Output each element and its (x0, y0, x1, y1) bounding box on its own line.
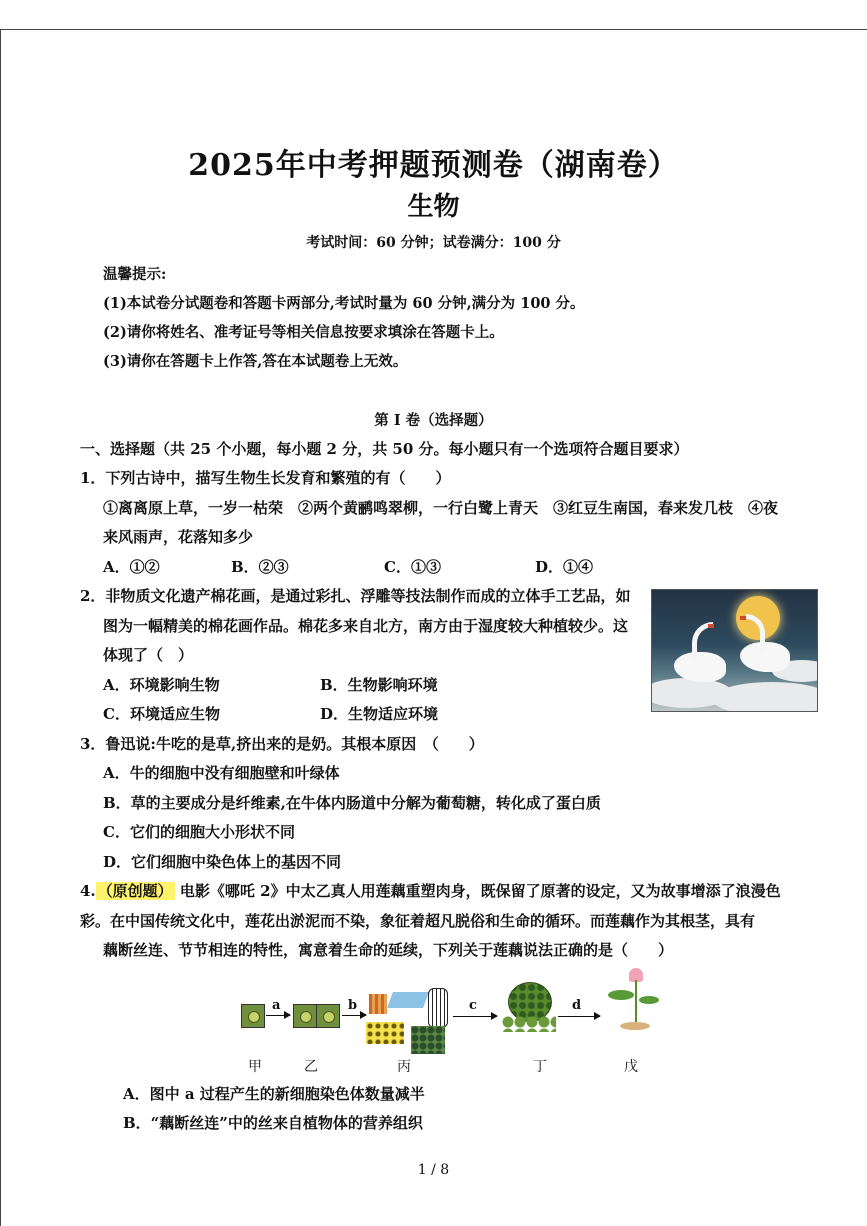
tissue-protective (387, 992, 429, 1008)
q3-stem: 3．鲁迅说:牛吃的是草,挤出来的是奶。其根本原因 （ ） (80, 735, 484, 753)
swan-beak (708, 624, 714, 628)
arrow-label-b: b (348, 998, 358, 1013)
subject-title: 生物 (407, 192, 460, 222)
cell-yi-1 (293, 1004, 317, 1028)
tissue-nutrient (366, 1022, 404, 1044)
diagram-label-wu: 戊 (624, 1059, 638, 1075)
q3-option-a: A．牛的细胞中没有细胞壁和叶绿体 (103, 764, 340, 782)
page-border-top (0, 29, 867, 30)
tip-item: (1)本试卷分试题卷和答题卡两部分,考试时量为 60 分钟,满分为 100 分。 (103, 295, 585, 312)
q1-option-c: C．①③ (384, 558, 441, 576)
q2-stem-line: 体现了（ ） (103, 646, 194, 664)
diagram-label-bing: 丙 (397, 1059, 411, 1075)
q4-stem-line: 藕断丝连、节节相连的特性，寓意着生命的延续，下列关于莲藕说法正确的是（ ） (103, 941, 674, 959)
part-title: 第 I 卷（选择题） (374, 412, 493, 429)
q3-option-b: B．草的主要成分是纤维素,在牛体内肠道中分解为葡萄糖，转化成了蛋白质 (103, 794, 601, 812)
swan-beak (740, 616, 746, 620)
arrow-a (266, 1015, 290, 1016)
tips-heading: 温馨提示: (103, 266, 167, 283)
lotus-root (620, 1022, 650, 1030)
tip-item: (3)请你在答题卡上作答,答在本试题卷上无效。 (103, 353, 408, 370)
arrow-d (558, 1016, 600, 1017)
cell-yi-2 (316, 1004, 340, 1028)
q1-option-d: D．①④ (535, 558, 594, 576)
section-heading: 一、选择题（共 25 个小题，每小题 2 分，共 50 分。每小题只有一个选项符合题目要求） (80, 440, 689, 458)
arrow-label-a: a (272, 998, 281, 1013)
arrow-c (453, 1016, 497, 1017)
tissue-conducting (369, 994, 387, 1014)
q4-option-a: A．图中 a 过程产生的新细胞染色体数量减半 (123, 1085, 425, 1103)
arrow-label-d: d (572, 998, 582, 1013)
q2-stem-line: 图为一幅精美的棉花画作品。棉花多来自北方，南方由于湿度较大种植较少。这 (103, 617, 629, 635)
tissue-vessel (428, 988, 448, 1028)
lotus-stem (635, 980, 637, 1022)
q1-body-line: 来风雨声，花落知多少 (103, 528, 254, 546)
diagram-label-ding: 丁 (533, 1059, 547, 1075)
q4-stem-line: 彩。在中国传统文化中，莲花出淤泥而不染，象征着超凡脱俗和生命的循环。而莲藕作为其根茎，具有 (80, 912, 756, 930)
exam-meta: 考试时间：60 分钟；试卷满分：100 分 (306, 235, 561, 251)
q1-body-line: ①离离原上草，一岁一枯荣 ②两个黄鹂鸣翠柳，一行白鹭上青天 ③红豆生南国，春来发几枝 ④夜 (103, 499, 779, 517)
q2-option-c: C．环境适应生物 (103, 705, 220, 723)
lotus-leaf (608, 990, 634, 1000)
q3-option-c: C．它们的细胞大小形状不同 (103, 823, 295, 841)
q1-option-b: B．②③ (231, 558, 289, 576)
q4-number: 4. (80, 882, 96, 900)
arrow-b (342, 1015, 366, 1016)
q4-line-text: 电影《哪吒 2》中太乙真人用莲藕重塑肉身，既保留了原著的设定，又为故事增添了浪漫色 (179, 882, 781, 900)
q2-option-b: B．生物影响环境 (320, 676, 438, 694)
arrow-label-c: c (469, 998, 477, 1013)
cotton-painting-swans-image (651, 589, 818, 712)
tip-item: (2)请你将姓名、准考证号等相关信息按要求填涂在答题卡上。 (103, 324, 504, 341)
q4-line (80, 880, 781, 901)
cell-jia (241, 1004, 265, 1028)
tissue-meristem (411, 1026, 445, 1054)
q2-option-a: A．环境影响生物 (103, 676, 220, 694)
page-title: 2025年中考押题预测卷（湖南卷） (188, 148, 679, 183)
q4-original-tag: （原创题） (97, 882, 173, 900)
lotus-seeds (502, 1016, 556, 1032)
q2-option-d: D．生物适应环境 (320, 705, 439, 723)
q2-stem-line: 2．非物质文化遗产棉花画，是通过彩扎、浮雕等技法制作而成的立体手工艺品，如 (80, 587, 631, 605)
diagram-label-jia: 甲 (248, 1059, 262, 1075)
q4-option-b: B．“藕断丝连”中的丝来自植物体的营养组织 (123, 1114, 423, 1132)
q3-option-d: D．它们细胞中染色体上的基因不同 (103, 853, 342, 871)
diagram-label-yi: 乙 (304, 1059, 318, 1075)
lotus-development-diagram (236, 966, 656, 1076)
page-number: 1 / 8 (417, 1162, 450, 1178)
q1-option-a: A．①② (103, 558, 160, 576)
q1-stem: 1．下列古诗中，描写生物生长发育和繁殖的有（ ） (80, 469, 451, 487)
lotus-leaf (639, 996, 659, 1004)
cloud-shape (712, 682, 818, 712)
